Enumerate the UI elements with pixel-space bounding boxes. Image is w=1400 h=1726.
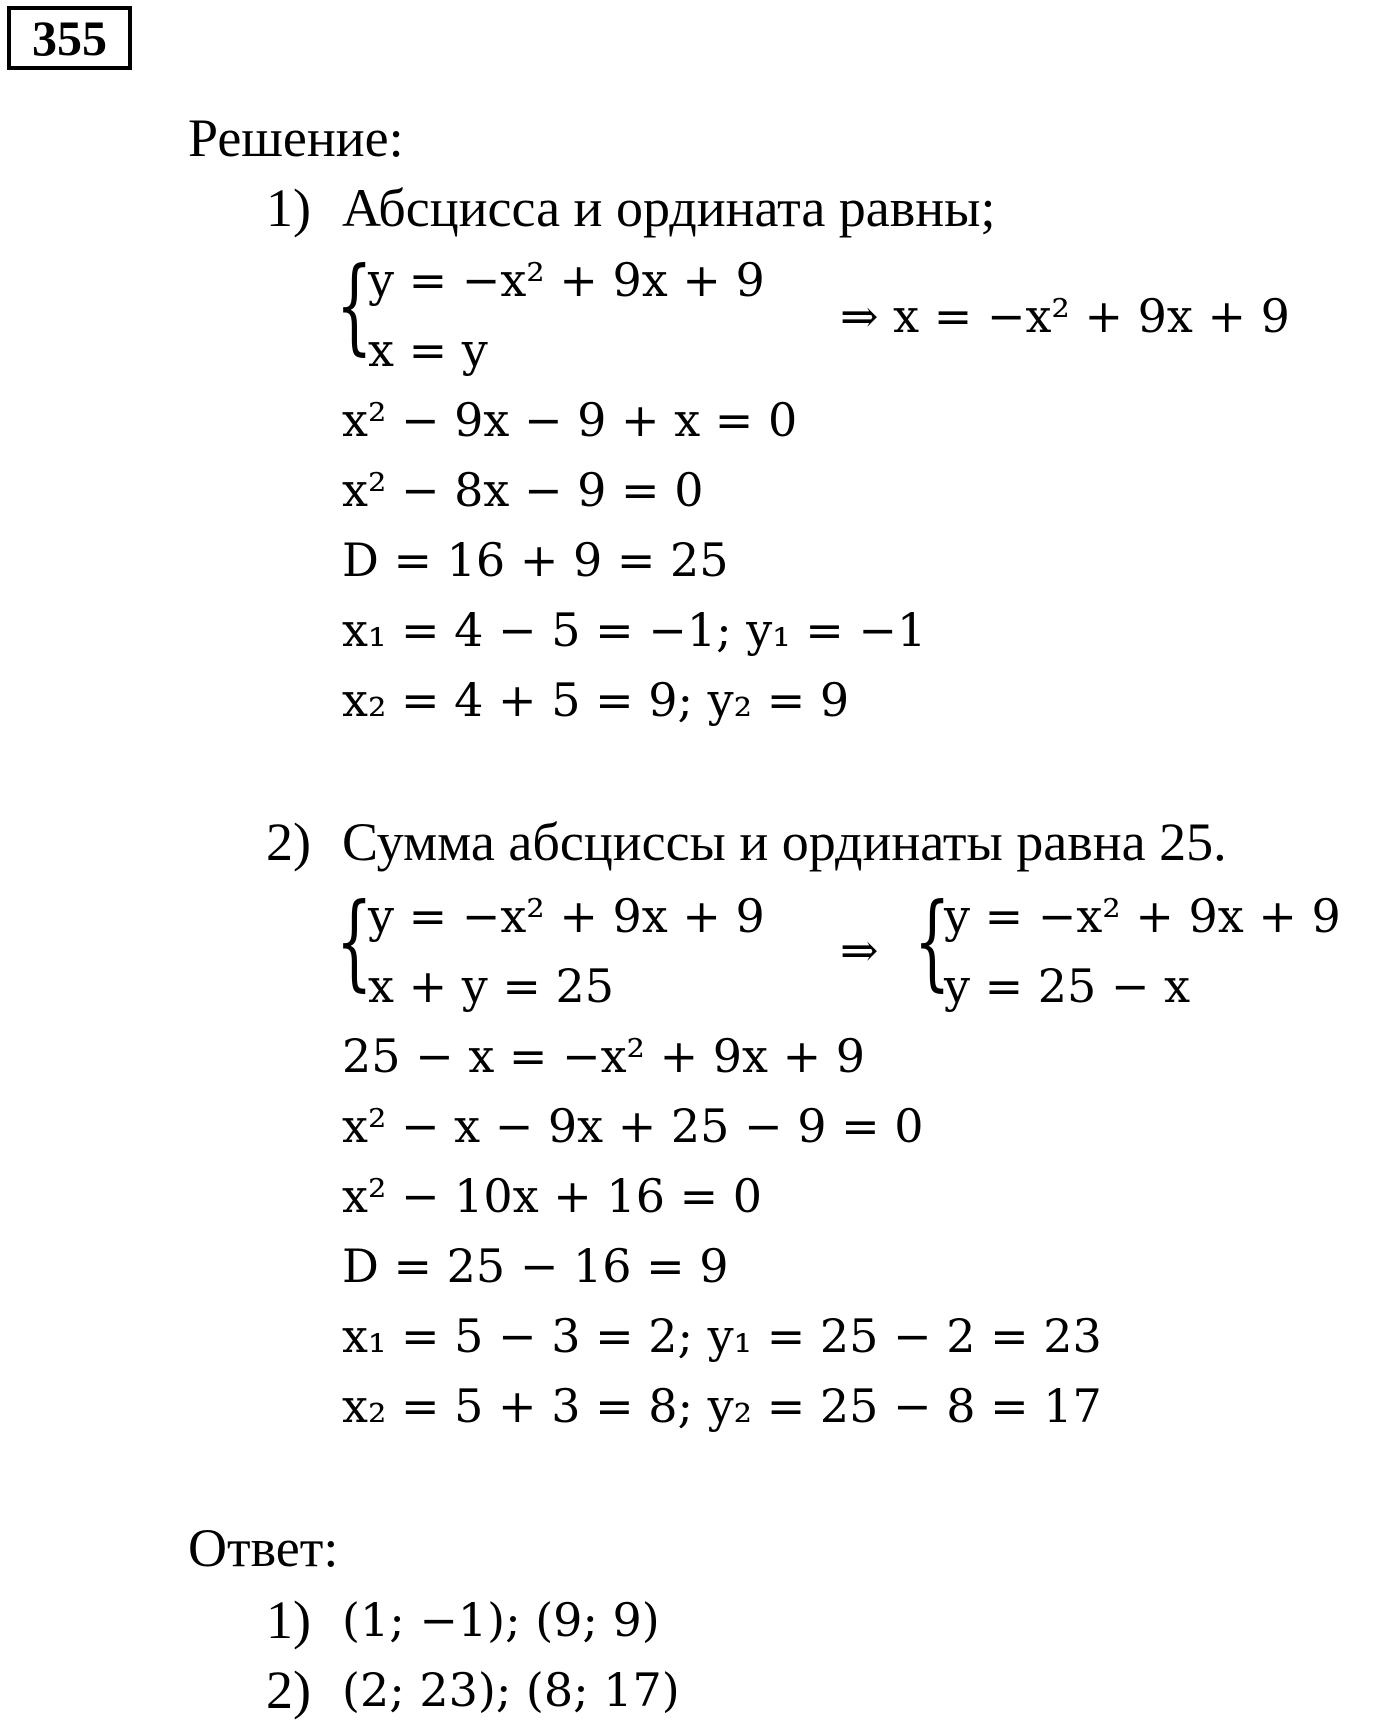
- part1-step-2: x² − 8x − 9 = 0: [342, 463, 704, 517]
- part2-right-system-line2: y = 25 − x: [944, 959, 1191, 1013]
- solution-label: Решение:: [188, 108, 404, 168]
- answer-item-2-value: (2; 23); (8; 17): [342, 1663, 680, 1717]
- part2-step-3: x² − 10x + 16 = 0: [342, 1169, 763, 1223]
- problem-number: 355: [7, 6, 132, 70]
- part1-system-line1: y = −x² + 9x + 9: [368, 253, 765, 307]
- part1-step-1: x² − 9x − 9 + x = 0: [342, 393, 798, 447]
- part1-step-4: x₁ = 4 − 5 = −1; y₁ = −1: [342, 603, 927, 657]
- answer-item-1-marker: 1): [266, 1590, 311, 1650]
- part2-marker: 2): [266, 812, 311, 872]
- part2-step-6: x₂ = 5 + 3 = 8; y₂ = 25 − 8 = 17: [342, 1379, 1102, 1433]
- part1-step-5: x₂ = 4 + 5 = 9; y₂ = 9: [342, 673, 850, 727]
- part2-implication-arrow: ⇒: [840, 923, 879, 977]
- answer-item-1-value: (1; −1); (9; 9): [342, 1593, 660, 1647]
- part1-heading: Абсцисса и ордината равны;: [342, 178, 996, 238]
- part2-left-system-line1: y = −x² + 9x + 9: [368, 889, 765, 943]
- answer-label: Ответ:: [188, 1518, 339, 1578]
- part1-system-line2: x = y: [368, 323, 488, 377]
- part1-step-3: D = 16 + 9 = 25: [342, 533, 729, 587]
- part2-right-system-brace: {: [914, 880, 951, 1002]
- part2-step-4: D = 25 − 16 = 9: [342, 1239, 729, 1293]
- part1-system-brace: {: [336, 244, 373, 366]
- part2-step-5: x₁ = 5 − 3 = 2; y₁ = 25 − 2 = 23: [342, 1309, 1102, 1363]
- part2-step-1: 25 − x = −x² + 9x + 9: [342, 1029, 866, 1083]
- part2-left-system-line2: x + y = 25: [368, 959, 615, 1013]
- part1-marker: 1): [266, 178, 311, 238]
- answer-item-2-marker: 2): [266, 1660, 311, 1720]
- part1-implication: ⇒ x = −x² + 9x + 9: [840, 289, 1290, 343]
- part2-heading: Сумма абсциссы и ординаты равна 25.: [342, 812, 1227, 872]
- part2-left-system-brace: {: [336, 880, 373, 1002]
- part2-right-system-line1: y = −x² + 9x + 9: [944, 889, 1341, 943]
- part2-step-2: x² − x − 9x + 25 − 9 = 0: [342, 1099, 924, 1153]
